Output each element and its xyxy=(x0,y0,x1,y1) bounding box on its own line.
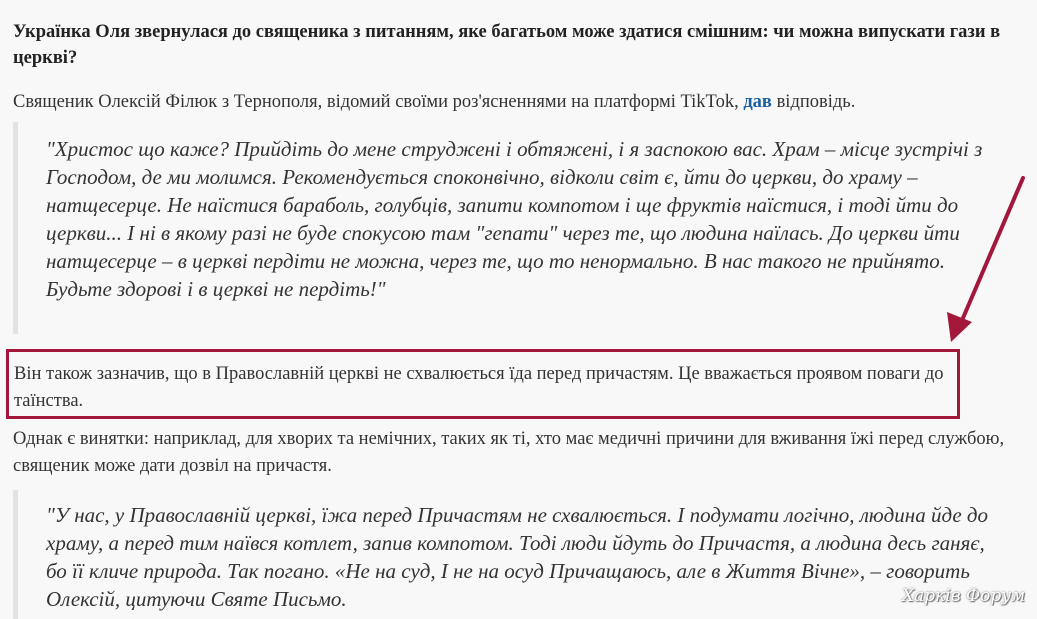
priest-quote-2-text: "У нас, у Православній церкві, їжа перед Причастям не схвалюється. І подумати логічно, людина йде до храму, а перед тим наївся котлет, запив компотом. Тоді люди йдуть до Причастя, а людина десь ганяє, бо її кличе природа. Так погано. «Не на суд, І не на осуд Причащаюсь, але в Життя Вічне», – говорить Олексій, цитуючи Святе Письмо. xyxy=(46,503,989,611)
article-headline: Українка Оля звернулася до священика з питанням, яке багатьом може здатися смішним: чи можна випускати гази в церкві? xyxy=(13,22,1001,68)
intro-paragraph xyxy=(13,89,1023,116)
exceptions-paragraph: Однак є винятки: наприклад, для хворих та немічних, таких як ті, хто має медичні причини для вживання їжі перед службою, священик може дати дозвіл на причастя. xyxy=(13,429,1005,476)
priest-quote-2 xyxy=(13,490,1003,619)
highlight-box xyxy=(6,349,960,419)
priest-quote-1-text: "Христос що каже? Прийдіть до мене струджені і обтяжені, і я заспокою вас. Храм – місце зустрічі з Господом, де ми молимся. Рекомендується споконвічно, відколи світ є, йти до церкви, до храму – натщесерце. Не наїстися бараболь, голубців, запити компотом і ще фруктів наїстися, і тоді йти до церкви... І ні в якому разі не буде спокусою там "гепати" через те, що людина наїлась. До церкви йти натщесерце – в церкві пердіти не можна, через те, що то ненормально. В нас такого не прийнято. Будьте здорові і в церкві не пердіть!" xyxy=(46,137,983,301)
intro-text-before: Священик Олексій Філюк з Тернополя, відомий своїми роз'ясненнями на платформі TikTok, xyxy=(13,92,744,112)
forum-watermark: Харків Форум xyxy=(902,586,1026,606)
priest-quote-1 xyxy=(13,122,1003,334)
highlighted-paragraph: Він також зазначив, що в Православній церкві не схвалюється їда перед причастям. Це вважається проявом поваги до таїнства. xyxy=(14,364,944,411)
intro-text-after: відповідь. xyxy=(771,92,856,112)
source-link[interactable]: дав xyxy=(743,92,772,112)
